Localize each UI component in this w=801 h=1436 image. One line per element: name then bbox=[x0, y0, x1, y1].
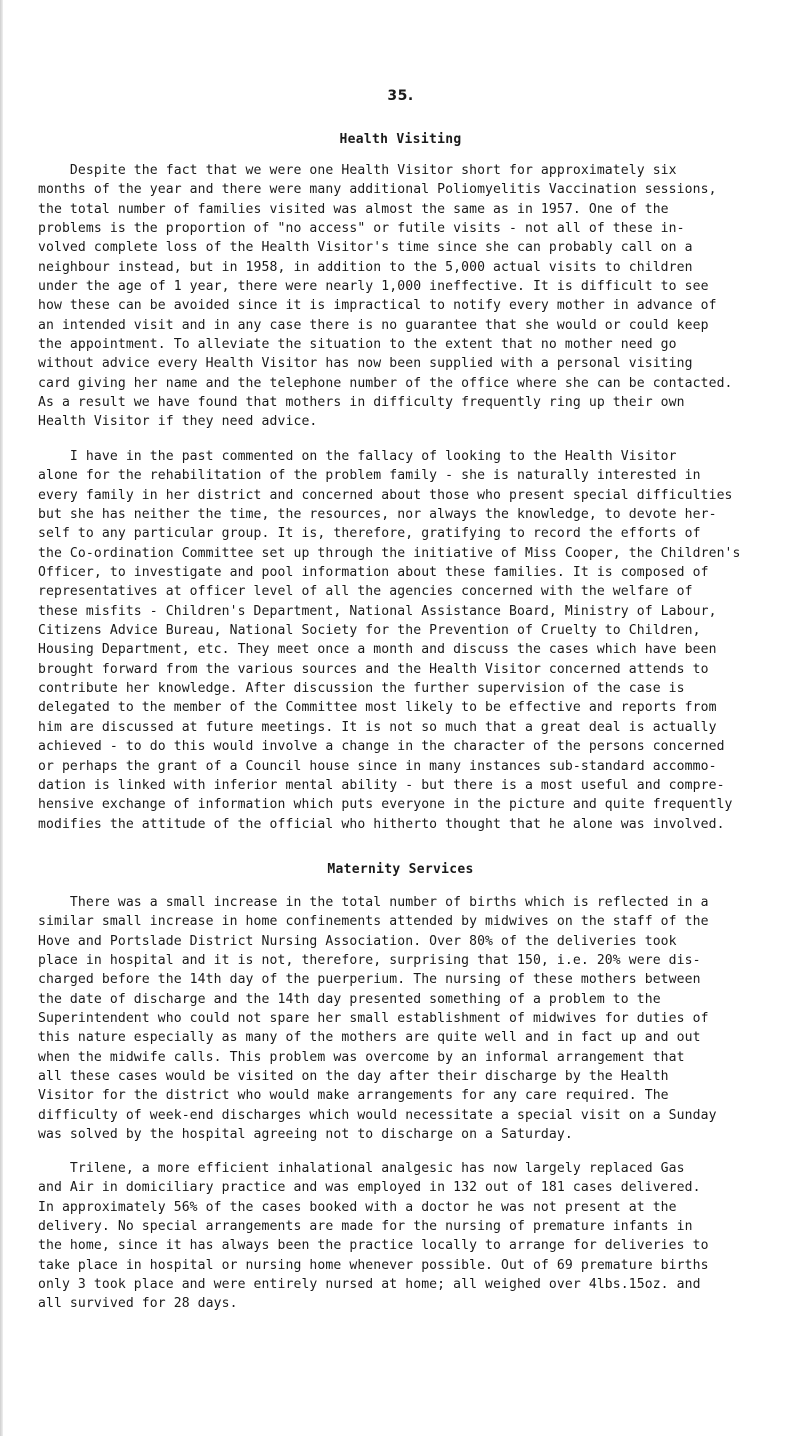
text-line: modifies the attitude of the official who hitherto thought that he alone was involved. bbox=[38, 816, 725, 832]
text-line: delivery. No special arrangements are made for the nursing of premature infants in bbox=[38, 1219, 693, 1235]
text-line: Citizens Advice Bureau, National Society for the Prevention of Cruelty to Children, bbox=[38, 623, 701, 639]
text-line: Officer, to investigate and pool information about these families. It is composed of bbox=[38, 565, 709, 581]
text-line: alone for the rehabilitation of the problem family - she is naturally interested in bbox=[38, 468, 701, 484]
text-line: delegated to the member of the Committee most likely to be effective and reports from bbox=[38, 700, 717, 716]
text-line: the Co-ordination Committee set up through the initiative of Miss Cooper, the Children's bbox=[38, 545, 741, 561]
paragraph bbox=[38, 161, 790, 432]
text-line: the total number of families visited was almost the same as in 1957. One of the bbox=[38, 201, 669, 217]
text-line: I have in the past commented on the fallacy of looking to the Health Visitor bbox=[38, 449, 677, 464]
text-line: and Air in domiciliary practice and was employed in 132 out of 181 cases delivered. bbox=[38, 1180, 701, 1196]
text-line: problems is the proportion of "no access" or futile visits - not all of these in- bbox=[38, 221, 685, 237]
text-line: but she has neither the time, the resources, nor always the knowledge, to devote her- bbox=[38, 507, 717, 523]
text-line: Visitor for the district who would make arrangements for any care required. The bbox=[38, 1088, 669, 1104]
section-heading-health-visiting: Health Visiting bbox=[339, 132, 462, 147]
text-line: dation is linked with inferior mental ability - but there is a most useful and compre- bbox=[38, 777, 725, 793]
text-line: self to any particular group. It is, therefore, gratifying to record the efforts of bbox=[38, 526, 701, 542]
text-line: Despite the fact that we were one Health Visitor short for approximately six bbox=[38, 163, 677, 178]
text-line: without advice every Health Visitor has now been supplied with a personal visiting bbox=[38, 356, 693, 372]
text-line: neighbour instead, but in 1958, in addition to the 5,000 actual visits to children bbox=[38, 259, 693, 275]
text-line: Trilene, a more efficient inhalational analgesic has now largely replaced Gas bbox=[38, 1161, 685, 1176]
text-line: the home, since it has always been the practice locally to arrange for deliveries to bbox=[38, 1238, 709, 1254]
text-line: card giving her name and the telephone number of the office where she can be contacted. bbox=[38, 375, 733, 391]
text-line: There was a small increase in the total number of births which is reflected in a bbox=[38, 895, 709, 910]
text-line: the appointment. To alleviate the situation to the extent that no mother need go bbox=[38, 337, 677, 353]
text-line: the date of discharge and the 14th day presented something of a problem to the bbox=[38, 991, 661, 1007]
text-line: how these can be avoided since it is impractical to notify every mother in advance of bbox=[38, 298, 717, 314]
text-line: only 3 took place and were entirely nursed at home; all weighed over 4lbs.15oz. and bbox=[38, 1277, 701, 1293]
paragraph bbox=[38, 893, 790, 1144]
text-line: these misfits - Children's Department, National Assistance Board, Ministry of Labour, bbox=[38, 603, 717, 619]
page-number: 35. bbox=[387, 88, 414, 104]
text-line: achieved - to do this would involve a change in the character of the persons concerned bbox=[38, 739, 725, 755]
text-line: months of the year and there were many additional Poliomyelitis Vaccination sessions, bbox=[38, 182, 717, 198]
text-line: contribute her knowledge. After discussion the further supervision of the case is bbox=[38, 681, 685, 697]
text-line: difficulty of week-end discharges which would necessitate a special visit on a Sunday bbox=[38, 1107, 717, 1123]
text-line: or perhaps the grant of a Council house since in many instances sub-standard accommo- bbox=[38, 758, 717, 774]
text-line: brought forward from the various sources and the Health Visitor concerned attends to bbox=[38, 661, 709, 677]
text-line: As a result we have found that mothers in difficulty frequently ring up their own bbox=[38, 395, 685, 411]
text-line: Housing Department, etc. They meet once a month and discuss the cases which have been bbox=[38, 642, 717, 658]
text-line: Hove and Portslade District Nursing Association. Over 80% of the deliveries took bbox=[38, 933, 677, 949]
paragraph bbox=[38, 1159, 790, 1314]
text-line: all these cases would be visited on the day after their discharge by the Health bbox=[38, 1069, 669, 1085]
text-line: all survived for 28 days. bbox=[38, 1296, 238, 1312]
text-line: In approximately 56% of the cases booked with a doctor he was not present at the bbox=[38, 1199, 677, 1215]
text-line: under the age of 1 year, there were nearly 1,000 ineffective. It is difficult to see bbox=[38, 279, 709, 295]
text-line: him are discussed at future meetings. It is not so much that a great deal is actually bbox=[38, 719, 717, 735]
text-line: this nature especially as many of the mothers are quite well and in fact up and out bbox=[38, 1030, 701, 1046]
text-line: every family in her district and concerned about those who present special difficulties bbox=[38, 487, 733, 503]
text-line: take place in hospital or nursing home whenever possible. Out of 69 premature births bbox=[38, 1257, 709, 1273]
text-line: similar small increase in home confinements attended by midwives on the staff of the bbox=[38, 914, 709, 930]
text-line: Health Visitor if they need advice. bbox=[38, 414, 318, 430]
section-heading-maternity-services: Maternity Services bbox=[327, 862, 474, 877]
text-line: charged before the 14th day of the puerperium. The nursing of these mothers between bbox=[38, 972, 701, 988]
text-line: volved complete loss of the Health Visitor's time since she can probably call on a bbox=[38, 240, 693, 256]
text-line: an intended visit and in any case there is no guarantee that she would or could keep bbox=[38, 317, 709, 333]
paragraph bbox=[38, 447, 790, 834]
text-line: was solved by the hospital agreeing not to discharge on a Saturday. bbox=[38, 1127, 573, 1143]
text-line: hensive exchange of information which puts everyone in the picture and quite frequently bbox=[38, 797, 733, 813]
text-line: representatives at officer level of all the agencies concerned with the welfare of bbox=[38, 584, 693, 600]
text-line: when the midwife calls. This problem was overcome by an informal arrangement that bbox=[38, 1049, 685, 1065]
text-line: Superintendent who could not spare her small establishment of midwives for duties of bbox=[38, 1011, 709, 1027]
text-line: place in hospital and it is not, therefore, surprising that 150, i.e. 20% were dis- bbox=[38, 953, 701, 969]
